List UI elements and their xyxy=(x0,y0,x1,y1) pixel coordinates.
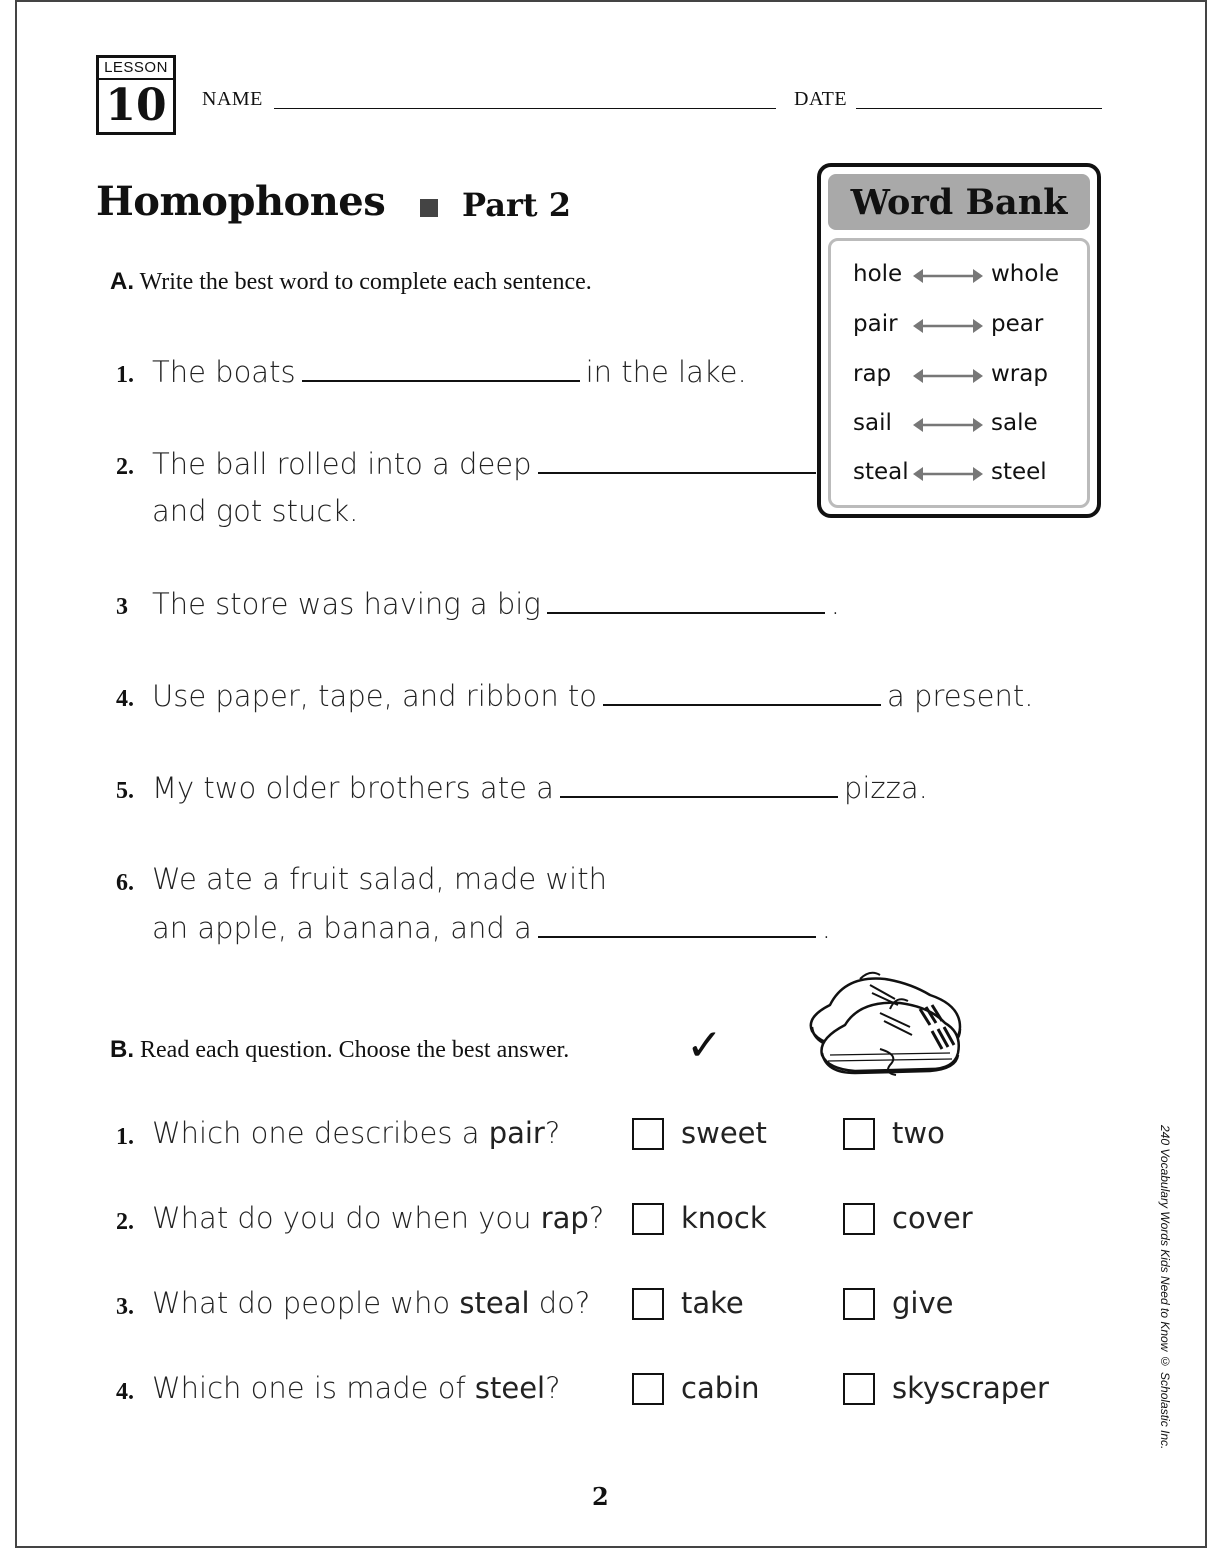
sentence-text: The store was having a big xyxy=(152,587,541,621)
item-number: 4. xyxy=(116,686,134,712)
question-text xyxy=(152,1116,560,1150)
sneakers-illustration xyxy=(800,965,965,1077)
question-number: 4. xyxy=(116,1379,134,1405)
page-subtitle: Part 2 xyxy=(462,186,571,224)
word-pair-second: pear xyxy=(991,311,1044,337)
sentence-item xyxy=(152,770,928,805)
question-prefix: Which one is made of xyxy=(152,1371,475,1405)
sentence-text: . xyxy=(830,587,840,621)
sentence-text: My two older brothers ate a xyxy=(152,771,554,805)
sentence-item xyxy=(152,678,1034,713)
lesson-number: 10 xyxy=(105,80,167,131)
answer-option: knock xyxy=(681,1201,767,1235)
section-b-text: Read each question. Choose the best answer. xyxy=(140,1037,570,1063)
item-number: 6. xyxy=(116,870,134,896)
answer-option: cover xyxy=(892,1201,973,1235)
answer-blank[interactable] xyxy=(560,770,838,798)
question-suffix: ? xyxy=(545,1371,561,1405)
word-pair-second: sale xyxy=(991,410,1038,436)
question-text xyxy=(152,1201,604,1235)
sentence-text: The boats xyxy=(152,355,296,389)
name-field[interactable] xyxy=(274,108,776,109)
question-keyword: pair xyxy=(488,1116,545,1150)
word-pair-first: steal xyxy=(853,459,909,485)
question-number: 1. xyxy=(116,1124,134,1150)
word-pair xyxy=(831,261,1087,291)
sentence-text: a present. xyxy=(887,679,1034,713)
question-number: 2. xyxy=(116,1209,134,1235)
question-suffix: do? xyxy=(529,1286,591,1320)
word-pair xyxy=(831,410,1087,440)
sentence-item xyxy=(152,354,747,389)
sentence-item xyxy=(152,910,831,945)
sentence-text: an apple, a banana, and a xyxy=(152,911,532,945)
section-a-letter: A. xyxy=(110,268,134,295)
question-prefix: What do you do when you xyxy=(152,1201,541,1235)
sentence-text: The ball rolled into a deep xyxy=(152,447,532,481)
answer-checkbox[interactable] xyxy=(843,1373,875,1405)
answer-checkbox[interactable] xyxy=(632,1203,664,1235)
answer-option: cabin xyxy=(681,1371,760,1405)
section-a-text: Write the best word to complete each sentence. xyxy=(139,269,592,295)
date-field[interactable] xyxy=(856,108,1102,109)
checkmark-icon: ✓ xyxy=(686,1020,723,1071)
name-label: NAME xyxy=(202,88,263,110)
answer-checkbox[interactable] xyxy=(843,1118,875,1150)
answer-checkbox[interactable] xyxy=(843,1288,875,1320)
item-number: 2. xyxy=(116,454,134,480)
word-pair-first: rap xyxy=(853,361,892,387)
sentence-text: We ate a fruit salad, made with xyxy=(152,862,607,896)
sentence-text: in the lake. xyxy=(585,355,747,389)
answer-blank[interactable] xyxy=(302,354,580,382)
item-number: 1. xyxy=(116,362,134,388)
item-number: 5. xyxy=(116,778,134,804)
answer-checkbox[interactable] xyxy=(632,1373,664,1405)
answer-blank[interactable] xyxy=(538,446,816,474)
word-pair-second: whole xyxy=(991,261,1060,287)
lesson-label: LESSON xyxy=(99,58,173,80)
word-pair xyxy=(831,459,1087,489)
answer-option: give xyxy=(892,1286,954,1320)
word-bank-heading: Word Bank xyxy=(828,174,1090,230)
word-pair-first: hole xyxy=(853,261,903,287)
answer-blank[interactable] xyxy=(547,586,825,614)
copyright-credit: 240 Vocabulary Words Kids Need to Know © Scholastic Inc. xyxy=(1158,1125,1172,1450)
answer-option: skyscraper xyxy=(892,1371,1049,1405)
answer-option: sweet xyxy=(681,1116,767,1150)
sentence-text: . xyxy=(821,911,831,945)
question-suffix: ? xyxy=(544,1116,561,1150)
page-number: 2 xyxy=(592,1482,609,1511)
lesson-badge xyxy=(96,55,176,135)
word-pair xyxy=(831,311,1087,341)
word-pair-first: sail xyxy=(853,410,892,436)
word-bank-list xyxy=(828,238,1090,508)
word-pair-second: wrap xyxy=(991,361,1048,387)
word-pair-first: pair xyxy=(853,311,898,337)
section-b-instruction xyxy=(110,1036,569,1064)
title-separator xyxy=(420,199,438,217)
answer-option: take xyxy=(681,1286,744,1320)
sentence-text: Use paper, tape, and ribbon to xyxy=(152,679,598,713)
sentence-item xyxy=(152,586,840,621)
sentence-text: pizza. xyxy=(843,771,928,805)
page-title: Homophones xyxy=(96,178,386,225)
word-pair-second: steel xyxy=(991,459,1047,485)
double-arrow-icon xyxy=(913,316,983,336)
double-arrow-icon xyxy=(913,366,983,386)
answer-blank[interactable] xyxy=(603,678,881,706)
question-suffix: ? xyxy=(588,1201,605,1235)
date-label: DATE xyxy=(794,88,848,110)
question-prefix: Which one describes a xyxy=(152,1116,489,1150)
answer-checkbox[interactable] xyxy=(843,1203,875,1235)
question-prefix: What do people who xyxy=(152,1286,460,1320)
sentence-text-line2: and got stuck. xyxy=(152,494,359,528)
answer-blank[interactable] xyxy=(538,910,816,938)
question-text xyxy=(152,1371,561,1405)
answer-checkbox[interactable] xyxy=(632,1118,664,1150)
question-keyword: rap xyxy=(540,1201,589,1235)
answer-checkbox[interactable] xyxy=(632,1288,664,1320)
double-arrow-icon xyxy=(913,266,983,286)
sentence-item xyxy=(152,446,822,481)
section-b-letter: B. xyxy=(110,1036,134,1063)
question-keyword: steal xyxy=(459,1286,530,1320)
section-a-instruction xyxy=(110,268,592,296)
double-arrow-icon xyxy=(913,464,983,484)
question-keyword: steel xyxy=(474,1371,546,1405)
answer-option: two xyxy=(892,1116,945,1150)
question-text xyxy=(152,1286,590,1320)
word-pair xyxy=(831,361,1087,391)
double-arrow-icon xyxy=(913,415,983,435)
question-number: 3. xyxy=(116,1294,134,1320)
item-number: 3 xyxy=(116,594,128,620)
word-bank xyxy=(817,163,1101,518)
